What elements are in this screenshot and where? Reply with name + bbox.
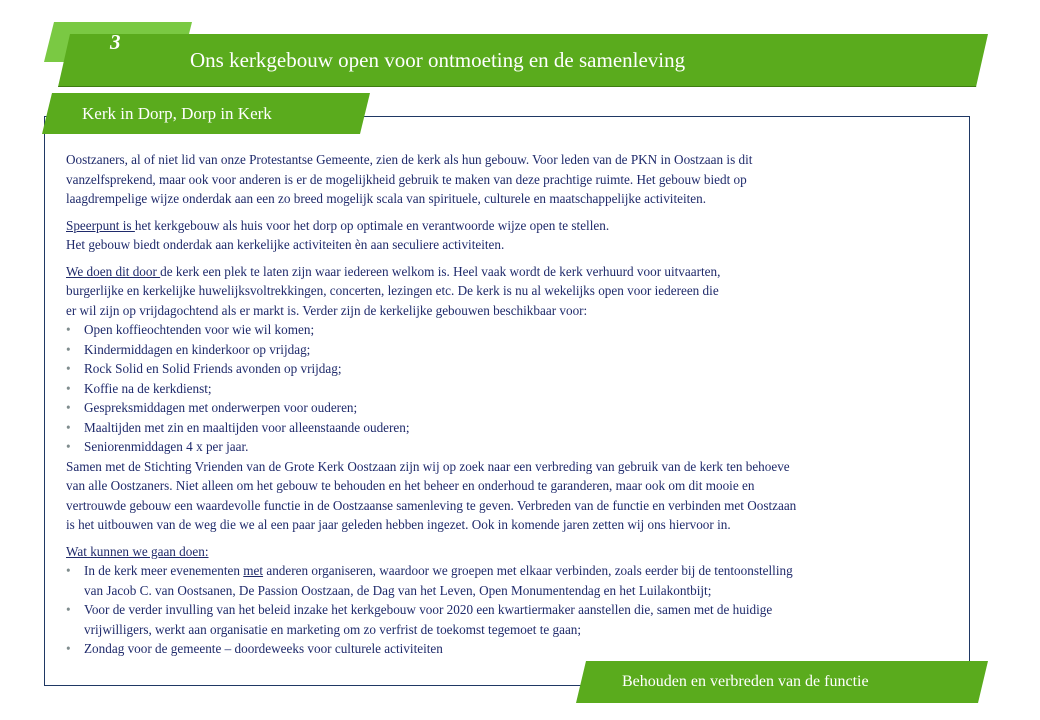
activity-item: • Koffie na de kerkdienst; — [66, 379, 958, 399]
wedoen-label: We doen dit door — [66, 263, 161, 279]
activity-item: • Kindermiddagen en kinderkoor op vrijdag; — [66, 340, 958, 360]
section-number: 3 — [110, 30, 121, 54]
samen-line: van alle Oostzaners. Niet alleen om het gebouw te behouden en het beheer en onderhoud te garanderen, maar ook om dit mooie en — [66, 478, 755, 493]
wedoen-line: burgerlijke en kerkelijke huwelijksvoltrekkingen, concerten, lezingen etc. De kerk is nu al wekelijks open voor iedereen die — [66, 283, 719, 298]
action-item: • Voor de verder invulling van het beleid inzake het kerkgebouw voor 2020 een kwartiermaker aanstellen die, samen met de huidige — [66, 600, 958, 620]
wedoen-line — [66, 262, 958, 282]
action-item: • Zondag voor de gemeente – doordeweeks voor culturele activiteiten — [66, 639, 958, 659]
samen-line: Samen met de Stichting Vrienden van de Grote Kerk Oostzaan zijn wij op zoek naar een verbreding van gebruik van de kerk ten behoeve — [66, 458, 790, 474]
samen-line: is het uitbouwen van de weg die we al een paar jaar geleden hebben ingezet. Ook in komende jaren zetten wij ons hiervoor in. — [66, 517, 731, 532]
action-continuation: van Jacob C. van Oostsanen, De Passion Oostzaan, de Dag van het Leven, Open Monumentendag en het Luilakontbijt; — [84, 582, 712, 598]
action-text: anderen organiseren, waardoor we groepen met elkaar verbinden, zoals eerder bij de tentoonstelling — [263, 563, 793, 578]
intro-line: laagdrempelige wijze onderdak aan een zo breed mogelijk scala van spirituele, culturele en maatschappelijke activiteiten. — [66, 191, 707, 206]
speerpunt-line: Het gebouw biedt onderdak aan kerkelijke activiteiten èn aan seculiere activiteiten. — [66, 237, 505, 252]
samen-line: vertrouwde gebouw een waardevolle functie in de Oostzaanse samenleving te geven. Verbreden van de functie en verbinden met Oostzaan — [66, 497, 797, 513]
action-continuation: vrijwilligers, werkt aan organisatie en marketing om zo verfrist de toekomst tegemoet te gaan; — [84, 621, 582, 637]
speerpunt-text: het kerkgebouw als huis voor het dorp op optimale en verantwoorde wijze open te stellen. — [134, 217, 610, 233]
body-text — [66, 150, 958, 659]
activity-item: • Seniorenmiddagen 4 x per jaar. — [66, 437, 958, 457]
wedoen-line: er wil zijn op vrijdagochtend als er markt is. Verder zijn de kerkelijke gebouwen beschikbaar voor: — [66, 302, 588, 318]
footer-label: Behouden en verbreden van de functie — [622, 673, 869, 690]
watkunnen-heading: Wat kunnen we gaan doen: — [66, 543, 209, 559]
activity-item: • Rock Solid en Solid Friends avonden op vrijdag; — [66, 359, 958, 379]
speerpunt-label: Speerpunt is — [66, 217, 135, 233]
wedoen-text: de kerk een plek te laten zijn waar iedereen welkom is. Heel vaak wordt de kerk verhuurd voor uitvaarten, — [160, 263, 721, 279]
intro-line: Oostzaners, al of niet lid van onze Protestantse Gemeente, zien de kerk als hun gebouw. Voor leden van de PKN in Oostzaan is dit — [66, 152, 753, 167]
activity-item: • Maaltijden met zin en maaltijden voor alleenstaande ouderen; — [66, 418, 958, 438]
page-title: Ons kerkgebouw open voor ontmoeting en de samenleving — [190, 48, 686, 72]
action-text: In de kerk meer evenementen — [84, 563, 244, 578]
activity-item: • Open koffieochtenden voor wie wil komen; — [66, 320, 958, 340]
intro-line: vanzelfsprekend, maar ook voor anderen is er de mogelijkheid gebruik te maken van deze prachtige ruimte. Het gebouw biedt op — [66, 171, 747, 187]
action-item — [66, 561, 958, 581]
action-emphasis: met — [243, 563, 264, 578]
activity-item: • Gespreksmiddagen met onderwerpen voor ouderen; — [66, 398, 958, 418]
subtitle-label: Kerk in Dorp, Dorp in Kerk — [82, 104, 272, 123]
speerpunt-line — [66, 216, 958, 236]
